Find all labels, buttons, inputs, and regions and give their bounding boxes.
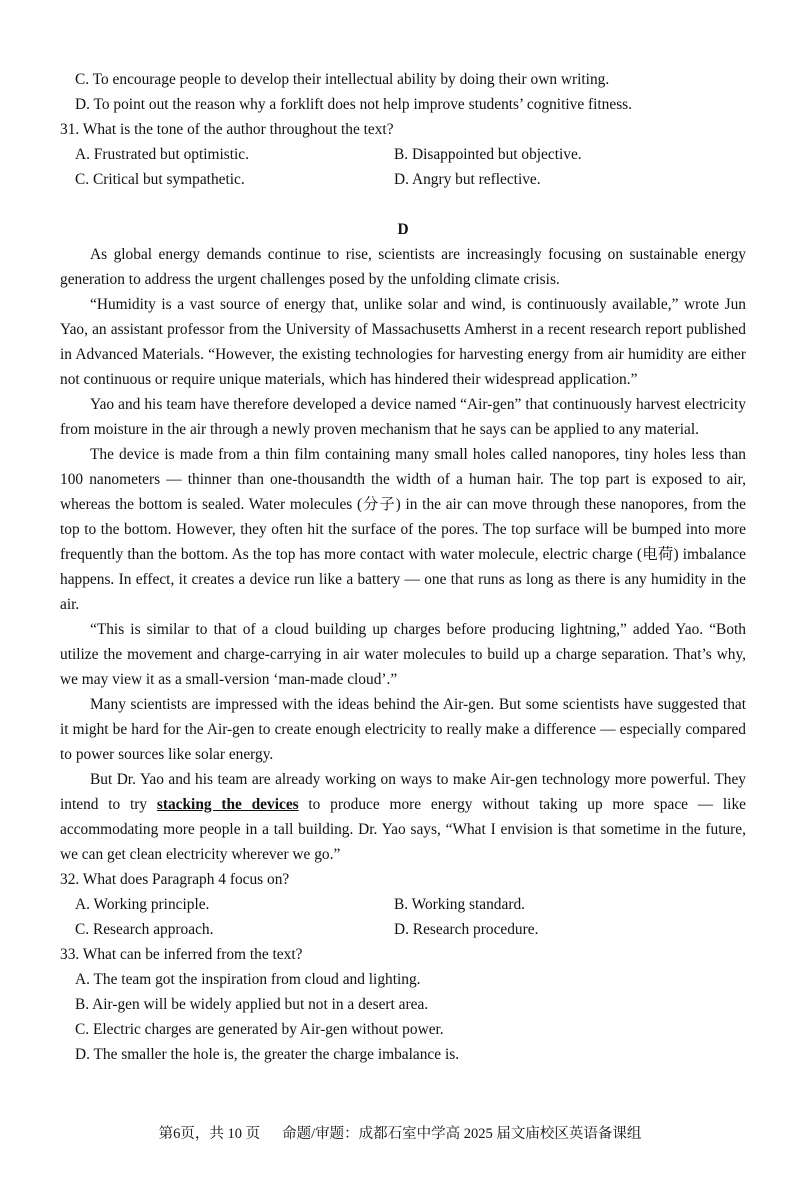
paragraph-7-text-before: But Dr. Yao and his team are already working on ways to make Air-gen technology more powerful. They intend to try bbox=[60, 771, 746, 813]
underlined-phrase: stacking the devices bbox=[156, 796, 299, 813]
q33-option-b: B. Air-gen will be widely applied but not in a desert area. bbox=[75, 996, 429, 1013]
passage-paragraph-7 bbox=[60, 767, 746, 867]
q32-option-d: D. Research procedure. bbox=[394, 921, 539, 938]
q31-option-b: B. Disappointed but objective. bbox=[394, 146, 582, 163]
passage-paragraph-1: As global energy demands continue to rise, scientists are increasingly focusing on sustainable energy generation to address the urgent challenges posed by the unfolding climate crisis. bbox=[60, 246, 746, 288]
passage-paragraph-2: “Humidity is a vast source of energy that, unlike solar and wind, is continuously available,” wrote Jun Yao, an assistant professor from the University of Massachusetts Amherst in a recent research report published in Advanced Materials. “However, the existing technologies for harvesting energy from air humidity are either not continuous or require unique materials, which has hindered their widespread application.” bbox=[60, 296, 746, 388]
q33-option-c: C. Electric charges are generated by Air-gen without power. bbox=[75, 1021, 444, 1038]
q32-option-a: A. Working principle. bbox=[75, 896, 210, 913]
q33-option-d: D. The smaller the hole is, the greater the charge imbalance is. bbox=[75, 1046, 460, 1063]
passage-paragraph-5: “This is similar to that of a cloud building up charges before producing lightning,” added Yao. “Both utilize the movement and charge-carrying in air water molecules to build up a charge separation. That’s why, we may view it as a small-version ‘man-made cloud’.” bbox=[60, 621, 746, 688]
q30-option-c: C. To encourage people to develop their intellectual ability by doing their own writing. bbox=[75, 71, 610, 88]
q32-stem: 32. What does Paragraph 4 focus on? bbox=[60, 871, 290, 888]
q33-option-a: A. The team got the inspiration from cloud and lighting. bbox=[75, 971, 421, 988]
q32-option-b: B. Working standard. bbox=[394, 896, 525, 913]
page-footer bbox=[0, 1122, 800, 1143]
passage-paragraph-3: Yao and his team have therefore developed a device named “Air-gen” that continuously harvest electricity from moisture in the air through a newly proven mechanism that he says can be applied to any material. bbox=[60, 396, 746, 438]
q32-option-c: C. Research approach. bbox=[75, 921, 214, 938]
page-number: 第6页，共 10 页 bbox=[158, 1126, 261, 1142]
paragraph-7-text-after: to produce more energy without taking up more space — like accommodating more people in a tall building. Dr. Yao says, “What I envision is that sometime in the future, we can get clean electricity wherever we go.” bbox=[60, 796, 746, 863]
q31-options-row-2 bbox=[60, 167, 746, 192]
passage-paragraph-4: The device is made from a thin film containing many small holes called nanopores, tiny holes less than 100 nanometers — thinner than one-thousandth the width of a human hair. The top part is exposed to air, whereas the bottom is sealed. Water molecules (分子) in the air can move through these nanopores, from the top to the bottom. However, they often hit the surface of the pores. The top surface will be bumped into more frequently than the bottom. As the top has more contact with water molecule, electric charge (电荷) imbalance happens. In effect, it creates a device run like a battery — one that runs as long as there is any humidity in the air. bbox=[60, 446, 746, 613]
q31-option-c: C. Critical but sympathetic. bbox=[75, 171, 245, 188]
footer-author: 命题/审题：成都石室中学高 2025 届文庙校区英语备课组 bbox=[282, 1126, 642, 1142]
passage-paragraph-6: Many scientists are impressed with the ideas behind the Air-gen. But some scientists have suggested that it might be hard for the Air-gen to create enough electricity to really make a difference — especially compared to power sources like solar energy. bbox=[60, 696, 746, 763]
q30-option-d: D. To point out the reason why a forklift does not help improve students’ cognitive fitness. bbox=[75, 96, 633, 113]
passage-title: D bbox=[397, 221, 409, 238]
q31-options-row-1 bbox=[60, 142, 746, 167]
q33-stem: 33. What can be inferred from the text? bbox=[60, 946, 303, 963]
q32-options-row-2 bbox=[60, 917, 746, 942]
q32-options-row-1 bbox=[60, 892, 746, 917]
exam-page bbox=[60, 67, 746, 1067]
q31-option-d: D. Angry but reflective. bbox=[394, 171, 541, 188]
q31-option-a: A. Frustrated but optimistic. bbox=[75, 146, 249, 163]
q31-stem: 31. What is the tone of the author throughout the text? bbox=[60, 121, 394, 138]
